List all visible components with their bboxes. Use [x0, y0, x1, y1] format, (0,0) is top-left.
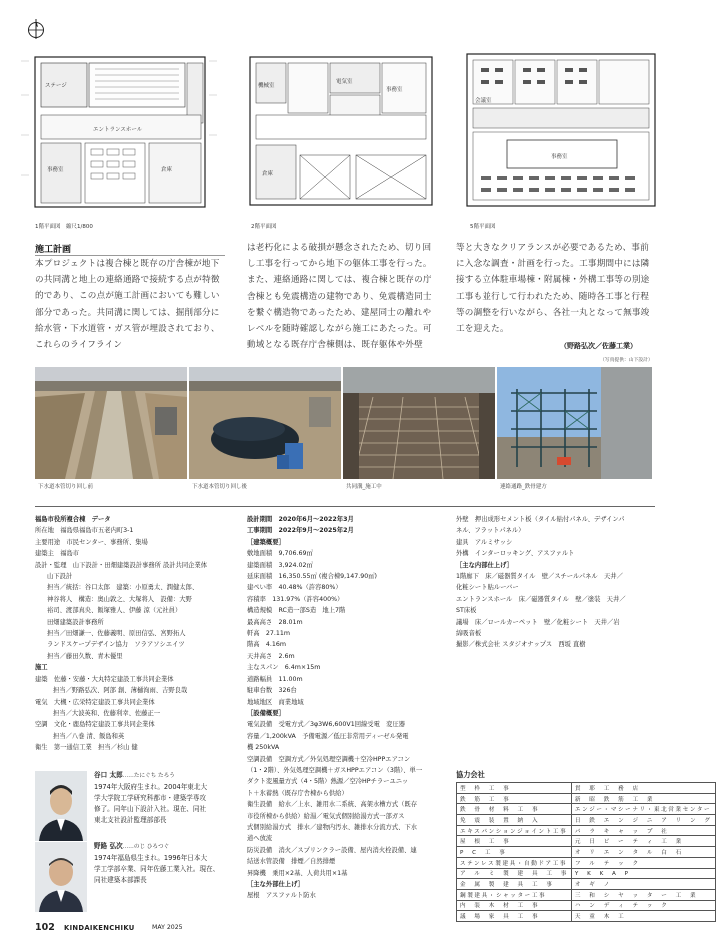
data-row: 空調設備 空調方式／外気処理空調機＋空冷HPPエアコン [247, 755, 411, 763]
data-row: 担当／八巻 清、飯島和英 [53, 732, 125, 740]
data-row: 容量／1,200kVA 予備電源／低圧非常用ディーゼル発電 [247, 732, 409, 740]
plan5-room-label: 事務室 [551, 154, 568, 160]
plan-2f-caption: 2階平面図 [251, 224, 277, 230]
article-signature: （野路弘次／佐藤工業） [560, 342, 637, 350]
data-row: 施工 [35, 664, 48, 672]
contractor-row [457, 911, 716, 922]
contractors-title: 協力会社 [456, 770, 485, 779]
data-row: 機 250kVA [247, 744, 280, 752]
contractor-row [457, 815, 716, 826]
contractor-work: 鉄 筋 工 事 [457, 793, 572, 804]
floor-plan-2f [246, 55, 436, 208]
contractors-table [456, 782, 716, 922]
contractor-company: 三 和 シ ヤ ッ タ ー 工 業 [571, 889, 715, 900]
data-row: 結送水管設備 排煙／自然排煙 [247, 858, 336, 866]
contractor-row [457, 804, 716, 815]
data-row: 天井高さ 2.6m [247, 652, 295, 660]
contractor-row [457, 836, 716, 847]
data-row: 電気 大槻・広栄特定建設工事共同企業体 [35, 698, 155, 706]
plan1-room-label: エントランスホール [93, 127, 143, 133]
data-row: ダクト変風量方式（4・5階）熱源／空冷HPチラーユニッ [247, 778, 409, 786]
contractor-row [457, 793, 716, 804]
data-row: 市役所棟から供給）給湯／電気式個別給湯方式一部ガス [247, 812, 405, 820]
data-row: 建具 アルミサッシ [456, 538, 513, 546]
north-arrow-icon [26, 18, 46, 40]
bio-noji [94, 841, 244, 886]
data-row: ［設備概要］ [247, 709, 285, 717]
data-row: 担当／大波英和、佐藤利幸、佐藤正一 [53, 709, 161, 717]
data-row: 担当／統括：谷口太郎 建築：小原勇太、潤健太郎、 [47, 584, 199, 592]
contractor-company: 日 鉄 エ ン ジ ニ ア リ ン グ [571, 815, 715, 826]
plan1-room-label: 倉庫 [161, 167, 173, 173]
contractor-work: ア ル ミ 製 建 具 工 事 [457, 868, 572, 879]
data-row: 敷地面積 9,706.69㎡ [247, 550, 313, 558]
page-number: 102 [35, 922, 55, 933]
photo-caption: 下水道本管切り回し前 [38, 484, 94, 490]
contractor-row [457, 868, 716, 879]
floor-plan-1f [21, 55, 217, 215]
plan2-room-label: 電気室 [336, 79, 353, 85]
data-row: 主要用途 市民センター、事務所、集場 [35, 538, 148, 546]
contractor-company: 天 童 木 工 [571, 911, 715, 922]
data-row: 衛生設備 給水／上水、雑用水二系統、高架水槽方式（既存 [247, 801, 418, 809]
contractor-company: 元 日 ビ ー テ ィ 工 業 [571, 836, 715, 847]
contractor-company: オ ギ ノ [571, 879, 715, 890]
data-row: 所在地 福島県福島市五老内町3-1 [35, 527, 134, 535]
data-row: 延床面積 16,350.55㎡ (複合棟9,147.90㎡) [247, 573, 377, 581]
section-heading: 施工計画 [35, 242, 225, 256]
data-row: 駐車台数 326台 [247, 687, 297, 695]
contractor-row [457, 879, 716, 890]
data-row: 建ぺい率 40.48%（許容80%） [247, 584, 342, 592]
contractor-work: ステンレス製建具・自動ドア工事 [457, 857, 572, 868]
article-column-2: は老朽化による破損が懸念されたため、切り回し工事を行ってから地下の躯体工事を行った。また、連絡通路に関しては、複合棟と既存の庁舎棟とも免震構造の建物であり、免震構造同士を繋ぐ構造物であったため、建屋同士の離れやレベルを随時確認しながら施工にあたった。可動域となる既存庁舎棟側は、既存躯体や外壁 [247, 243, 432, 351]
data-row: ト＋氷蓄熱（既存庁舎棟から供給） [247, 789, 348, 797]
photo-utility-tunnel [343, 367, 495, 479]
data-row: 担当／田畑謙一、佐藤義明、原田信弘、宮野拓人 [47, 630, 186, 638]
data-row: 建築 佐藤・安藤・大丸特定建設工事共同企業体 [35, 675, 174, 683]
contractor-row [457, 783, 716, 794]
data-row: ［主な内部仕上げ］ [456, 561, 513, 569]
photo-sewer-before [35, 367, 187, 479]
plan1-room-label: ステージ [45, 83, 67, 89]
data-row: 地域地区 商業地域 [247, 698, 304, 706]
data-row: ST床板 [456, 607, 477, 615]
contractor-company: エンジー・マシーナリ・東北営業センター [571, 804, 715, 815]
data-row: 外壁 押出成形セメント板（タイル貼付パネル、デザインパ [456, 516, 625, 523]
plan2-room-label: 事務室 [386, 87, 403, 93]
section-divider [35, 506, 655, 507]
contractor-company: ハ ン デ ィ テ ッ ク [571, 900, 715, 911]
bio-line: 学工学部卒業、同年佐藤工業入社。現在、 [94, 865, 220, 873]
data-row: 議場 床／ロールカーペット 壁／化粧シート 天井／岩 [456, 618, 620, 626]
data-row: 工事期間 2022年9月～2025年2月 [247, 527, 354, 535]
contractor-row [457, 889, 716, 900]
data-row: 衛生 第一通信工業 担当／杉山 健 [35, 744, 138, 752]
data-row: 設計期間 2020年6月～2022年3月 [247, 516, 354, 523]
contractor-row [457, 900, 716, 911]
data-row: 主なスパン 6.4m×15m [247, 664, 321, 672]
data-row: ［主な外部仕上げ］ [247, 881, 304, 888]
bio-taniguchi [94, 770, 244, 826]
contractor-company: パ ラ キ ャ ッ プ 社 [571, 825, 715, 836]
avatar [35, 842, 87, 912]
photo-sewer-after [189, 367, 341, 479]
data-row: 担当／野路弘次、阿部 創、薄樋洵雨、吉野良哉 [53, 687, 188, 695]
contractor-row [457, 825, 716, 836]
bio-line: 1974年大阪府生まれ。2004年東北大 [94, 783, 208, 791]
data-row: 山下設計 [47, 573, 73, 581]
contractor-work: 免 震 装 置 納 入 [457, 815, 572, 826]
data-row: 容積率 131.97%（許容400%） [247, 595, 344, 603]
bio-line: 同社建築本部課長 [94, 876, 147, 884]
contractor-work: 内 装 木 材 工 事 [457, 900, 572, 911]
plan5-room-label: 会議室 [475, 98, 492, 104]
plan1-room-label: 事務室 [47, 167, 64, 173]
contractor-work: 金 属 製 建 具 工 事 [457, 879, 572, 890]
contractor-company: 貫 耶 工 務 店 [571, 783, 715, 794]
data-row: 化粧シート貼ルーバー [456, 584, 519, 592]
floor-plan-5f [461, 52, 661, 212]
data-row: 裕司、渡部真央、飯塚雅人、伊藤 涼（元社員） [47, 607, 182, 615]
plan-1f-caption: 1階平面図 縮尺1/800 [35, 224, 93, 230]
plan-5f-caption: 5階平面図 [470, 224, 496, 230]
contractor-row [457, 857, 716, 868]
photo-connecting-steel [497, 367, 652, 479]
contractor-company: Y K K A P [571, 868, 715, 879]
data-row: 外構 インターロッキング、アスファルト [456, 550, 575, 558]
data-row: 設計・監理 山下設計・田畑建築設計事務所 設計共同企業体 [35, 561, 208, 569]
photo-caption: 下水道本管切り回し後 [192, 484, 248, 490]
data-row: 空調 文化・鹿島特定建設工事共同企業体 [35, 721, 155, 729]
photo-caption: 連絡通路_鉄骨建方 [500, 484, 547, 490]
data-row: 建築主 福島市 [35, 550, 80, 558]
data-row: 屋根 アスファルト防水 [247, 892, 316, 900]
bio-line: 東北支社設計監理部部長 [94, 816, 167, 824]
plan2-room-label: 機械室 [258, 83, 275, 89]
data-row: 構造規模 RC造一部S造 地上7階 [247, 607, 346, 615]
contractor-work: 屋 根 工 事 [457, 836, 572, 847]
avatar [35, 771, 87, 841]
data-row: 撮影／株式会社 スタジオナップス 西坂 直樹 [456, 641, 586, 649]
contractor-work: 鋼製建具・シャッター工事 [457, 889, 572, 900]
data-row: ネル、フラットパネル） [456, 527, 525, 535]
data-row: （1・2階）、外気処理空調機＋ガスHPPエアコン（3階）、単一 [247, 766, 423, 774]
plan2-room-label: 倉庫 [262, 171, 274, 177]
contractor-company: フ ル テ ッ ク [571, 857, 715, 868]
issue-date: MAY 2025 [152, 924, 183, 931]
data-row: 建築面積 3,924.02㎡ [247, 561, 313, 569]
article-column-1: 本プロジェクトは複合棟と既存の庁舎棟が地下の共同溝と地上の連絡通路で接続する点が特徴的であり、この点が施工計画においても難しい部分であった。共同溝に関しては、掘削部分に給水管・下水道管・ガス管が埋設されており、これらのライフライン [35, 259, 220, 351]
contractor-work: 型 枠 工 事 [457, 783, 572, 794]
contractor-work: 鉄 骨 材 料 工 事 [457, 804, 572, 815]
article-column-3: 等と大きなクリアランスが必要であるため、事前に入念な調査・計画を行った。工事期間中には隣接する立体駐車場棟・附属棟・外構工事等の別途工事も並行して行われたため、随時各工事と行程等の調整を行いながら、各社一丸となって無事竣工を迎えた。 [456, 243, 650, 335]
data-row: 福島市役所複合棟 データ [35, 516, 111, 523]
data-row: 1階廊下 床／磁器質タイル 壁／スチールパネル 天井／ [456, 573, 623, 581]
project-data-left [35, 514, 241, 754]
contractor-company: オ リ エ ン タ ル 白 石 [571, 847, 715, 858]
data-row: 田畑建築設計事務所 [47, 618, 104, 626]
data-row: 神谷将人 構造：奥山敦之、大塚将人 設備：大野 [47, 595, 192, 603]
data-row: 防災設備 消火／スプリンクラー設備、屋内消火栓設備、連 [247, 846, 417, 854]
data-row: 道へ放流 [247, 835, 273, 843]
project-data-middle [247, 514, 447, 902]
photo-caption: 共同溝_施工中 [346, 484, 382, 490]
contractor-work: P C 工 事 [457, 847, 572, 858]
data-row: 式個別給湯方式 排水／建物内汚水、雑排水分流方式、下水 [247, 823, 418, 831]
bio-name: 野路 弘次 [94, 842, 123, 850]
contractor-work: エキスパンションジョイント工事 [457, 825, 572, 836]
data-row: 担当／藤田久数、青木優里 [47, 652, 123, 660]
data-row: 綿吸音板 [456, 630, 482, 638]
data-row: 階高 4.16m [247, 641, 287, 649]
data-row: エントランスホール 床／磁器質タイル 壁／塗装 天井／ [456, 595, 626, 603]
bio-kana: ……のじ ひろつぐ [122, 844, 170, 850]
data-row: 電気設備 受電方式／3φ3W6,600V1回線受電 変圧器 [247, 721, 406, 729]
bio-line: 1974年福島県生まれ。1996年日本大 [94, 854, 208, 862]
contractor-row [457, 847, 716, 858]
contractor-company: 新 昭 鉄 筋 工 業 [571, 793, 715, 804]
bio-name: 谷口 太郎 [94, 771, 123, 779]
contractor-work: 議 場 家 具 工 事 [457, 911, 572, 922]
data-row: 昇降機 乗用×2基、人荷共用×1基 [247, 869, 348, 877]
bio-line: 修了。同年山下設計入社。現在、同社 [94, 805, 207, 813]
project-data-right [456, 514, 656, 651]
data-row: ランドスケープデザイン協力 ソラアソシエイツ [47, 641, 185, 649]
data-row: 道路幅員 11.00m [247, 675, 303, 683]
bio-line: 学大学院工学研究科都市・建築学専攻 [94, 794, 207, 802]
magazine-name: KINDAIKENCHIKU [64, 924, 135, 932]
bio-kana: ……たにぐち たろう [122, 773, 175, 779]
data-row: 軒高 27.11m [247, 630, 291, 638]
data-row: 最高高さ 28.01m [247, 618, 303, 626]
data-row: ［建築概要］ [247, 538, 285, 546]
photo-credit: （写真提供：山下設計） [600, 358, 653, 363]
